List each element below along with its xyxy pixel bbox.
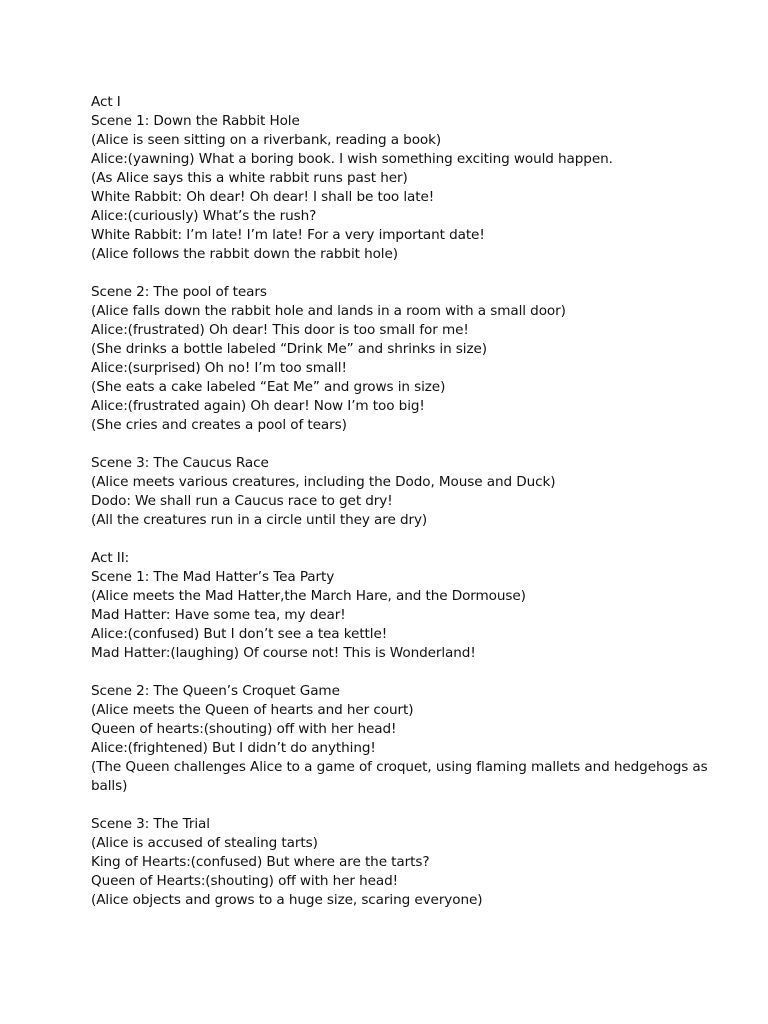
blank-line [91,663,751,682]
dialogue-line: King of Hearts:(confused) But where are the tarts? [91,854,430,870]
act-heading: Act II: [91,550,130,566]
dialogue-line: Alice:(confused) But I don’t see a tea kettle! [91,626,388,642]
stage-direction: (Alice meets the Mad Hatter,the March Hare, and the Dormouse) [91,588,526,604]
stage-direction: balls) [91,778,128,794]
dialogue-line: Queen of hearts:(shouting) off with her head! [91,721,397,737]
dialogue-line: Mad Hatter:(laughing) Of course not! This is Wonderland! [91,645,476,661]
dialogue-line: White Rabbit: I’m late! I’m late! For a very important date! [91,227,485,243]
dialogue-line: White Rabbit: Oh dear! Oh dear! I shall be too late! [91,189,435,205]
dialogue-line: Alice:(frustrated again) Oh dear! Now I’m too big! [91,398,425,414]
dialogue-line: Alice:(surprised) Oh no! I’m too small! [91,360,347,376]
scene-heading: Scene 3: The Caucus Race [91,455,269,471]
blank-line [91,796,751,815]
stage-direction: (Alice meets various creatures, including the Dodo, Mouse and Duck) [91,474,556,490]
stage-direction: (Alice meets the Queen of hearts and her court) [91,702,414,718]
blank-line [91,530,751,549]
stage-direction: (She cries and creates a pool of tears) [91,417,347,433]
stage-direction: (Alice is accused of stealing tarts) [91,835,318,851]
dialogue-line: Alice:(yawning) What a boring book. I wish something exciting would happen. [91,151,613,167]
scene-heading: Scene 1: Down the Rabbit Hole [91,113,300,129]
scene-heading: Scene 2: The pool of tears [91,284,267,300]
dialogue-line: Alice:(curiously) What’s the rush? [91,208,317,224]
act-heading: Act I [91,94,121,110]
stage-direction: (The Queen challenges Alice to a game of croquet, using flaming mallets and hedgehogs as [91,759,708,775]
dialogue-line: Queen of Hearts:(shouting) off with her head! [91,873,398,889]
dialogue-line: Mad Hatter: Have some tea, my dear! [91,607,346,623]
stage-direction: (Alice is seen sitting on a riverbank, reading a book) [91,132,442,148]
stage-direction: (All the creatures run in a circle until they are dry) [91,512,428,528]
stage-direction: (Alice objects and grows to a huge size, scaring everyone) [91,892,483,908]
blank-line [91,264,751,283]
stage-direction: (She eats a cake labeled “Eat Me” and grows in size) [91,379,446,395]
scene-heading: Scene 1: The Mad Hatter’s Tea Party [91,569,335,585]
stage-direction: (Alice follows the rabbit down the rabbit hole) [91,246,398,262]
stage-direction: (Alice falls down the rabbit hole and lands in a room with a small door) [91,303,566,319]
scene-heading: Scene 3: The Trial [91,816,210,832]
scene-heading: Scene 2: The Queen’s Croquet Game [91,683,340,699]
blank-line [91,435,751,454]
stage-direction: (As Alice says this a white rabbit runs past her) [91,170,408,186]
script-document [91,93,751,910]
stage-direction: (She drinks a bottle labeled “Drink Me” and shrinks in size) [91,341,487,357]
dialogue-line: Alice:(frightened) But I didn’t do anything! [91,740,376,756]
dialogue-line: Alice:(frustrated) Oh dear! This door is too small for me! [91,322,469,338]
dialogue-line: Dodo: We shall run a Caucus race to get dry! [91,493,393,509]
